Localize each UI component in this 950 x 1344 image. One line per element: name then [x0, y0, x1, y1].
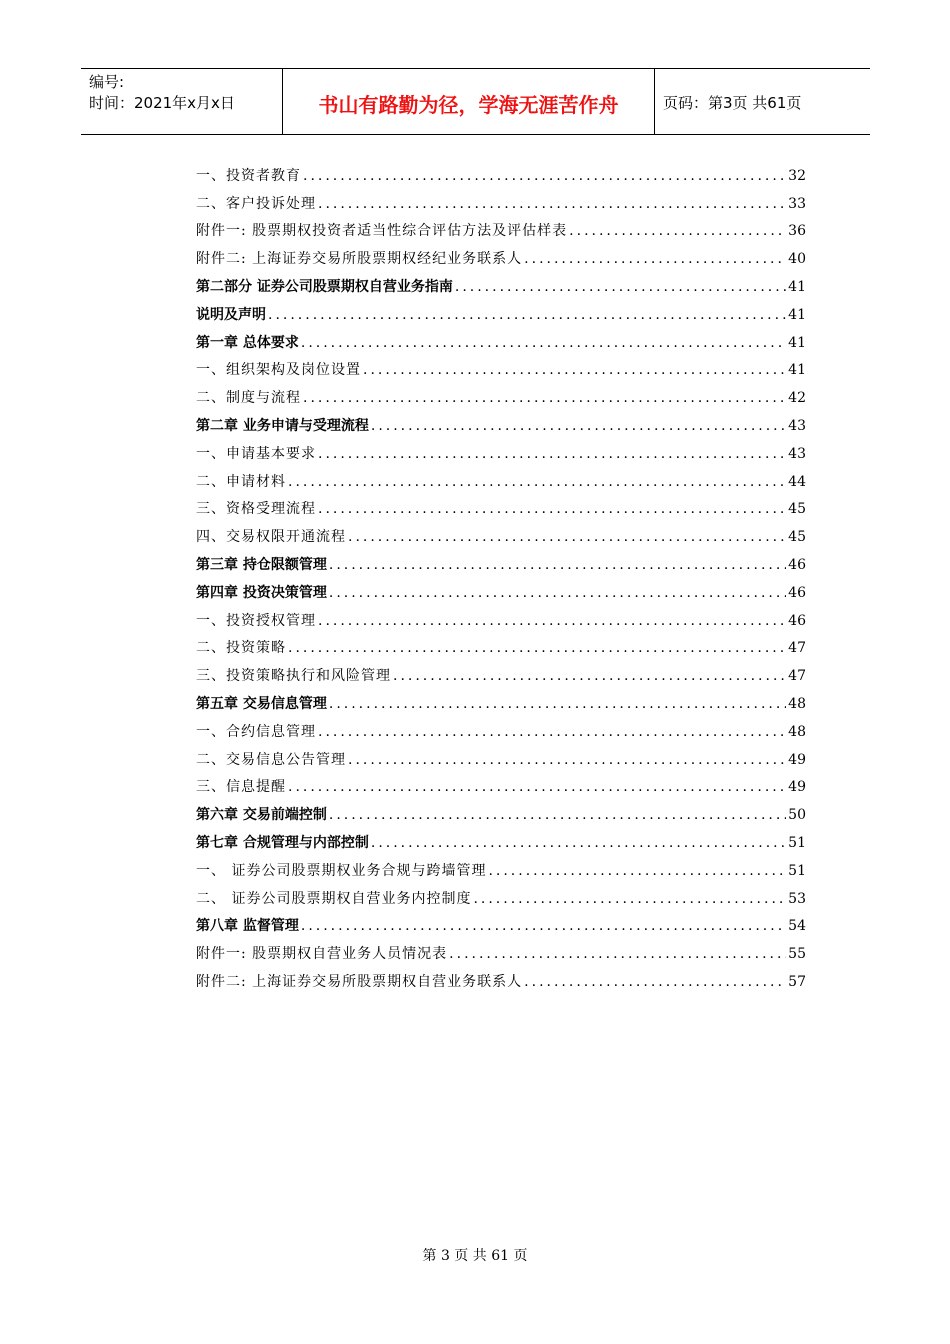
toc-entry[interactable] — [196, 380, 806, 408]
toc-entry-page: 46 — [788, 556, 806, 573]
toc-entry-page: 41 — [788, 278, 806, 295]
toc-entry[interactable] — [196, 631, 806, 659]
toc-leader-dots — [288, 472, 786, 492]
toc-entry-title: 二、制度与流程 — [196, 390, 301, 407]
toc-leader-dots — [288, 638, 786, 658]
toc-entry-page: 45 — [788, 501, 806, 518]
toc-leader-dots — [329, 694, 786, 714]
toc-entry-page: 54 — [788, 918, 806, 935]
toc-entry[interactable] — [196, 825, 806, 853]
toc-entry-page: 36 — [788, 223, 806, 240]
header-motto: 书山有路勤为径，学海无涯苦作舟 — [283, 69, 655, 134]
toc-leader-dots — [488, 861, 786, 881]
toc-entry[interactable] — [196, 158, 806, 186]
toc-entry[interactable] — [196, 408, 806, 436]
toc-entry[interactable] — [196, 964, 806, 992]
toc-entry-title: 附件一: 股票期权投资者适当性综合评估方法及评估样表 — [196, 223, 568, 240]
toc-leader-dots — [329, 805, 786, 825]
toc-entry-title: 第二部分 证券公司股票期权自营业务指南 — [196, 278, 453, 295]
document-number-label: 编号: — [89, 73, 125, 91]
toc-entry-title: 第二章 业务申请与受理流程 — [196, 417, 369, 434]
toc-entry-page: 47 — [788, 640, 806, 657]
toc-entry[interactable] — [196, 519, 806, 547]
page-footer: 第 3 页 共 61 页 — [422, 1248, 528, 1264]
toc-entry-page: 46 — [788, 612, 806, 629]
toc-leader-dots — [363, 360, 786, 380]
toc-entry-page: 48 — [788, 695, 806, 712]
toc-entry[interactable] — [196, 658, 806, 686]
toc-entry-title: 第八章 监督管理 — [196, 918, 299, 935]
toc-entry-title: 二、投资策略 — [196, 640, 286, 657]
toc-entry-page: 49 — [788, 751, 806, 768]
toc-entry-title: 附件二: 上海证券交易所股票期权经纪业务联系人 — [196, 251, 523, 268]
toc-entry[interactable] — [196, 881, 806, 909]
toc-entry[interactable] — [196, 241, 806, 269]
toc-entry[interactable] — [196, 492, 806, 520]
toc-leader-dots — [318, 722, 786, 742]
toc-entry-page: 51 — [788, 862, 806, 879]
toc-leader-dots — [303, 388, 786, 408]
toc-entry[interactable] — [196, 464, 806, 492]
page-header — [81, 68, 870, 135]
toc-entry-page: 40 — [788, 251, 806, 268]
toc-entry-page: 32 — [788, 167, 806, 184]
toc-leader-dots — [329, 583, 786, 603]
toc-entry[interactable] — [196, 297, 806, 325]
toc-entry[interactable] — [196, 269, 806, 297]
toc-leader-dots — [318, 499, 786, 519]
toc-leader-dots — [569, 221, 786, 241]
toc-entry-title: 附件一: 股票期权自营业务人员情况表 — [196, 946, 448, 963]
toc-leader-dots — [301, 916, 786, 936]
toc-entry-title: 一、合约信息管理 — [196, 723, 316, 740]
toc-leader-dots — [301, 333, 786, 353]
toc-leader-dots — [371, 416, 786, 436]
toc-entry-title: 二、客户投诉处理 — [196, 195, 316, 212]
toc-entry[interactable] — [196, 603, 806, 631]
toc-entry-page: 43 — [788, 417, 806, 434]
toc-leader-dots — [329, 555, 786, 575]
toc-entry[interactable] — [196, 936, 806, 964]
toc-leader-dots — [348, 527, 786, 547]
toc-leader-dots — [303, 166, 786, 186]
toc-leader-dots — [473, 889, 786, 909]
toc-leader-dots — [318, 611, 786, 631]
toc-leader-dots — [371, 833, 786, 853]
toc-leader-dots — [449, 944, 786, 964]
toc-entry[interactable] — [196, 714, 806, 742]
toc-entry[interactable] — [196, 853, 806, 881]
toc-entry-page: 51 — [788, 834, 806, 851]
toc-leader-dots — [268, 305, 786, 325]
toc-entry[interactable] — [196, 742, 806, 770]
toc-entry-title: 四、交易权限开通流程 — [196, 529, 346, 546]
toc-entry-title: 三、信息提醒 — [196, 779, 286, 796]
toc-entry-title: 一、投资者教育 — [196, 167, 301, 184]
toc-entry-page: 41 — [788, 334, 806, 351]
toc-leader-dots — [393, 666, 786, 686]
toc-leader-dots — [318, 194, 786, 214]
toc-entry-title: 二、申请材料 — [196, 473, 286, 490]
toc-entry-page: 43 — [788, 445, 806, 462]
toc-entry-page: 48 — [788, 723, 806, 740]
toc-entry[interactable] — [196, 325, 806, 353]
toc-entry-page: 42 — [788, 390, 806, 407]
toc-entry-title: 一、申请基本要求 — [196, 445, 316, 462]
document-time-label: 时间：2021年x月x日 — [89, 94, 235, 112]
toc-entry-page: 47 — [788, 668, 806, 685]
toc-entry-title: 第六章 交易前端控制 — [196, 807, 327, 824]
toc-entry[interactable] — [196, 547, 806, 575]
toc-entry-title: 三、投资策略执行和风险管理 — [196, 668, 391, 685]
toc-entry[interactable] — [196, 353, 806, 381]
header-page-number: 页码：第3页 共61页 — [663, 94, 802, 112]
toc-entry-title: 第三章 持仓限额管理 — [196, 556, 327, 573]
toc-entry-title: 第七章 合规管理与内部控制 — [196, 834, 369, 851]
toc-entry-page: 46 — [788, 584, 806, 601]
toc-entry[interactable] — [196, 909, 806, 937]
toc-entry[interactable] — [196, 797, 806, 825]
toc-leader-dots — [348, 750, 786, 770]
toc-entry-title: 第一章 总体要求 — [196, 334, 299, 351]
toc-entry-title: 一、投资授权管理 — [196, 612, 316, 629]
toc-leader-dots — [455, 277, 786, 297]
toc-entry-page: 44 — [788, 473, 806, 490]
toc-entry-page: 41 — [788, 306, 806, 323]
toc-entry-title: 二、 证券公司股票期权自营业务内控制度 — [196, 890, 472, 907]
toc-entry-title: 二、交易信息公告管理 — [196, 751, 346, 768]
toc-entry-title: 三、资格受理流程 — [196, 501, 316, 518]
toc-entry-page: 53 — [788, 890, 806, 907]
toc-entry[interactable] — [196, 186, 806, 214]
toc-entry-title: 说明及声明 — [196, 306, 266, 323]
toc-entry[interactable] — [196, 575, 806, 603]
toc-entry[interactable] — [196, 214, 806, 242]
toc-entry-page: 50 — [788, 807, 806, 824]
table-of-contents — [196, 158, 806, 992]
toc-entry-page: 55 — [788, 946, 806, 963]
toc-entry-title: 第四章 投资决策管理 — [196, 584, 327, 601]
toc-entry-page: 45 — [788, 529, 806, 546]
toc-entry-page: 41 — [788, 362, 806, 379]
toc-entry-page: 33 — [788, 195, 806, 212]
toc-entry-page: 57 — [788, 973, 806, 990]
toc-entry[interactable] — [196, 436, 806, 464]
toc-leader-dots — [524, 249, 786, 269]
toc-entry-title: 附件二: 上海证券交易所股票期权自营业务联系人 — [196, 973, 523, 990]
toc-entry[interactable] — [196, 686, 806, 714]
header-meta — [81, 69, 283, 134]
toc-entry[interactable] — [196, 770, 806, 798]
toc-leader-dots — [288, 777, 786, 797]
toc-entry-page: 49 — [788, 779, 806, 796]
toc-leader-dots — [318, 444, 786, 464]
toc-entry-title: 一、组织架构及岗位设置 — [196, 362, 361, 379]
toc-entry-title: 一、 证券公司股票期权业务合规与跨墙管理 — [196, 862, 487, 879]
toc-leader-dots — [524, 972, 786, 992]
toc-entry-title: 第五章 交易信息管理 — [196, 695, 327, 712]
